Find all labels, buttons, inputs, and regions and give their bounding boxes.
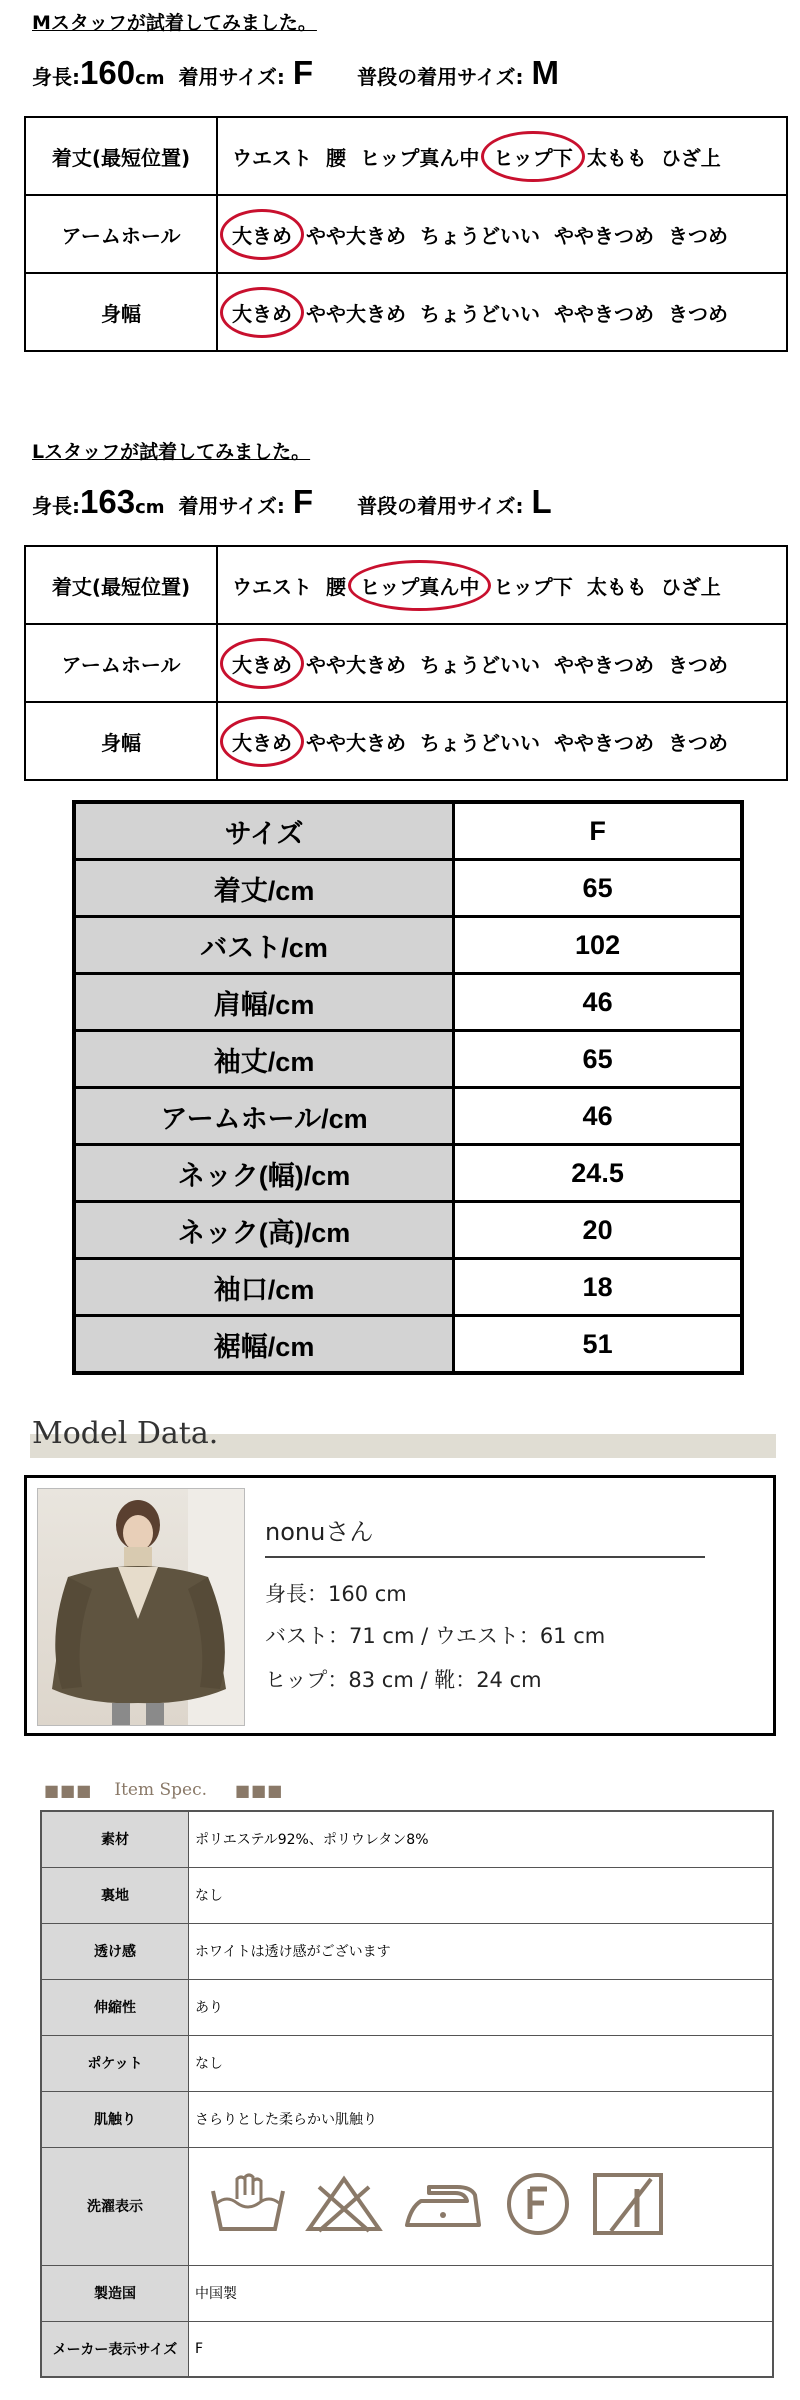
size-measure-value: 65 (454, 1031, 742, 1088)
size-table-row (74, 1088, 742, 1145)
fit-row-options (217, 624, 787, 702)
size-measure-value: 18 (454, 1259, 742, 1316)
fit-option: ややきつめ (554, 652, 654, 677)
model-photo (37, 1488, 245, 1726)
item-spec-table (40, 1810, 774, 2378)
fit-option: ウエスト (232, 145, 312, 170)
size-label: 着用サイズ: (178, 494, 285, 518)
fit-option: 腰 (326, 145, 346, 170)
do-not-bleach-icon (305, 2173, 383, 2239)
staff-m-meta (32, 54, 559, 92)
fit-option: きつめ (668, 301, 728, 326)
spec-row (41, 2091, 773, 2147)
fit-option: やや大きめ (306, 730, 406, 755)
hand-wash-icon (209, 2173, 287, 2239)
size-measure-name: バスト/cm (74, 917, 454, 974)
size-table-header (74, 802, 742, 860)
iron-low-icon (401, 2173, 485, 2239)
fit-row (25, 546, 787, 624)
fit-option: ちょうどいい (420, 730, 540, 755)
fit-row-label: 着丈(最短位置) (25, 546, 217, 624)
spec-value: さらりとした柔らかい肌触り (189, 2091, 774, 2147)
fit-option: ちょうどいい (420, 223, 540, 248)
usual-size-label: 普段の着用サイズ: (357, 494, 524, 518)
spec-row (41, 1979, 773, 2035)
fit-option-selected: 大きめ (232, 649, 292, 678)
fit-option: やや大きめ (306, 223, 406, 248)
fit-option-selected: ヒップ下 (493, 142, 572, 171)
model-name: nonuさん (265, 1518, 374, 1546)
spec-value: なし (189, 1867, 774, 1923)
spec-value: 中国製 (189, 2265, 774, 2321)
usual-size-value: M (531, 54, 559, 91)
size-measure-value: 20 (454, 1202, 742, 1259)
fit-option: 太もも (586, 574, 647, 599)
size-table-row (74, 1202, 742, 1259)
fit-row (25, 117, 787, 195)
size-measure-value: 24.5 (454, 1145, 742, 1202)
fit-row-options (217, 195, 787, 273)
spec-key: 裏地 (41, 1867, 189, 1923)
spec-squares-right: ■■■ (235, 1780, 284, 1800)
spec-key: 製造国 (41, 2265, 189, 2321)
spec-value: あり (189, 1979, 774, 2035)
fit-row (25, 273, 787, 351)
spec-value (189, 2147, 774, 2265)
model-bust-waist: バスト：71 cm / ウエスト：61 cm (265, 1624, 606, 1648)
size-measure-name: 袖口/cm (74, 1259, 454, 1316)
spec-key: メーカー表示サイズ (41, 2321, 189, 2377)
spec-value: なし (189, 2035, 774, 2091)
size-measure-value: 51 (454, 1316, 742, 1374)
fit-row (25, 624, 787, 702)
staff-l-fit-table (24, 545, 788, 781)
spec-row (41, 2147, 773, 2265)
size-measure-value: 65 (454, 860, 742, 917)
fit-option: ウエスト (232, 574, 312, 599)
fit-option: ひざ上 (660, 145, 721, 170)
size-measure-name: 肩幅/cm (74, 974, 454, 1031)
size-measure-value: 46 (454, 1088, 742, 1145)
spec-key: 肌触り (41, 2091, 189, 2147)
spec-value: ポリエステル92%、ポリウレタン8% (189, 1811, 774, 1867)
size-measure-name: ネック(幅)/cm (74, 1145, 454, 1202)
fit-row-label: 身幅 (25, 273, 217, 351)
item-spec-heading (44, 1780, 283, 1800)
size-measure-name: ネック(高)/cm (74, 1202, 454, 1259)
size-measure-name: アームホール/cm (74, 1088, 454, 1145)
fit-row-options (217, 117, 787, 195)
model-hip-shoes: ヒップ：83 cm / 靴：24 cm (265, 1668, 542, 1692)
fit-row (25, 702, 787, 780)
size-table-row (74, 860, 742, 917)
care-labels (195, 2171, 771, 2241)
spec-value: ホワイトは透け感がございます (189, 1923, 774, 1979)
spec-key: 伸縮性 (41, 1979, 189, 2035)
spec-row (41, 1923, 773, 1979)
model-card (24, 1475, 776, 1736)
fit-option: 腰 (326, 574, 346, 599)
size-measure-name: 裾幅/cm (74, 1316, 454, 1374)
model-title: Model Data. (32, 1416, 219, 1451)
size-table-row (74, 1145, 742, 1202)
size-table-row (74, 1259, 742, 1316)
fit-row-options (217, 546, 787, 624)
size-measure-value: 102 (454, 917, 742, 974)
spec-key: 洗濯表示 (41, 2147, 189, 2265)
fit-row-label: 身幅 (25, 702, 217, 780)
spec-key: 透け感 (41, 1923, 189, 1979)
staff-m-heading: Mスタッフが試着してみました。 (32, 12, 317, 34)
fit-option: きつめ (668, 730, 728, 755)
model-height: 身長：160 cm (265, 1582, 407, 1606)
fit-option: 太もも (586, 145, 647, 170)
fit-row-options (217, 702, 787, 780)
line-dry-icon (591, 2171, 665, 2241)
size-table-row (74, 1031, 742, 1088)
spec-row (41, 1867, 773, 1923)
staff-l-meta (32, 483, 552, 521)
spec-squares-left: ■■■ (44, 1780, 93, 1800)
height-label: 身長: (32, 494, 80, 518)
size-value: F (292, 483, 314, 520)
fit-option: ちょうどいい (420, 652, 540, 677)
fit-option: やや大きめ (306, 652, 406, 677)
size-header-value: F (454, 802, 742, 860)
usual-size-label: 普段の着用サイズ: (357, 65, 524, 89)
fit-option: ちょうどいい (420, 301, 540, 326)
size-label: 着用サイズ: (178, 65, 285, 89)
height-value: 163 (80, 483, 136, 520)
size-measure-name: 着丈/cm (74, 860, 454, 917)
spec-row (41, 2035, 773, 2091)
spec-key: ポケット (41, 2035, 189, 2091)
fit-option: ヒップ真ん中 (360, 145, 480, 170)
fit-option: ひざ上 (660, 574, 721, 599)
fit-option-selected: ヒップ真ん中 (360, 571, 479, 600)
fit-option: ややきつめ (554, 301, 654, 326)
fit-option: やや大きめ (306, 301, 406, 326)
height-unit: cm (135, 497, 165, 518)
fit-option: きつめ (668, 652, 728, 677)
spec-value: F (189, 2321, 774, 2377)
fit-option: ややきつめ (554, 223, 654, 248)
fit-row-label: アームホール (25, 195, 217, 273)
fit-option-selected: 大きめ (232, 298, 292, 327)
spec-row (41, 2321, 773, 2377)
spec-row (41, 1811, 773, 1867)
size-table (72, 800, 744, 1375)
fit-row (25, 195, 787, 273)
spec-key: 素材 (41, 1811, 189, 1867)
size-table-row (74, 917, 742, 974)
fit-option-selected: 大きめ (232, 727, 292, 756)
item-spec-title: Item Spec. (114, 1780, 208, 1800)
fit-option: きつめ (668, 223, 728, 248)
size-value: F (292, 54, 314, 91)
fit-row-label: 着丈(最短位置) (25, 117, 217, 195)
spec-row (41, 2265, 773, 2321)
fit-option: ヒップ下 (493, 574, 573, 599)
size-header-key: サイズ (74, 802, 454, 860)
height-label: 身長: (32, 65, 80, 89)
staff-l-heading: Lスタッフが試着してみました。 (32, 441, 311, 463)
size-measure-value: 46 (454, 974, 742, 1031)
model-photo-illustration (38, 1489, 244, 1725)
fit-option-selected: 大きめ (232, 220, 292, 249)
size-table-row (74, 1316, 742, 1374)
model-divider (265, 1556, 705, 1558)
fit-row-label: アームホール (25, 624, 217, 702)
fit-option: ややきつめ (554, 730, 654, 755)
dry-clean-f-icon (503, 2171, 573, 2241)
height-value: 160 (80, 54, 136, 91)
staff-m-fit-table (24, 116, 788, 352)
fit-row-options (217, 273, 787, 351)
size-table-row (74, 974, 742, 1031)
height-unit: cm (135, 68, 165, 89)
size-measure-name: 袖丈/cm (74, 1031, 454, 1088)
usual-size-value: L (531, 483, 552, 520)
